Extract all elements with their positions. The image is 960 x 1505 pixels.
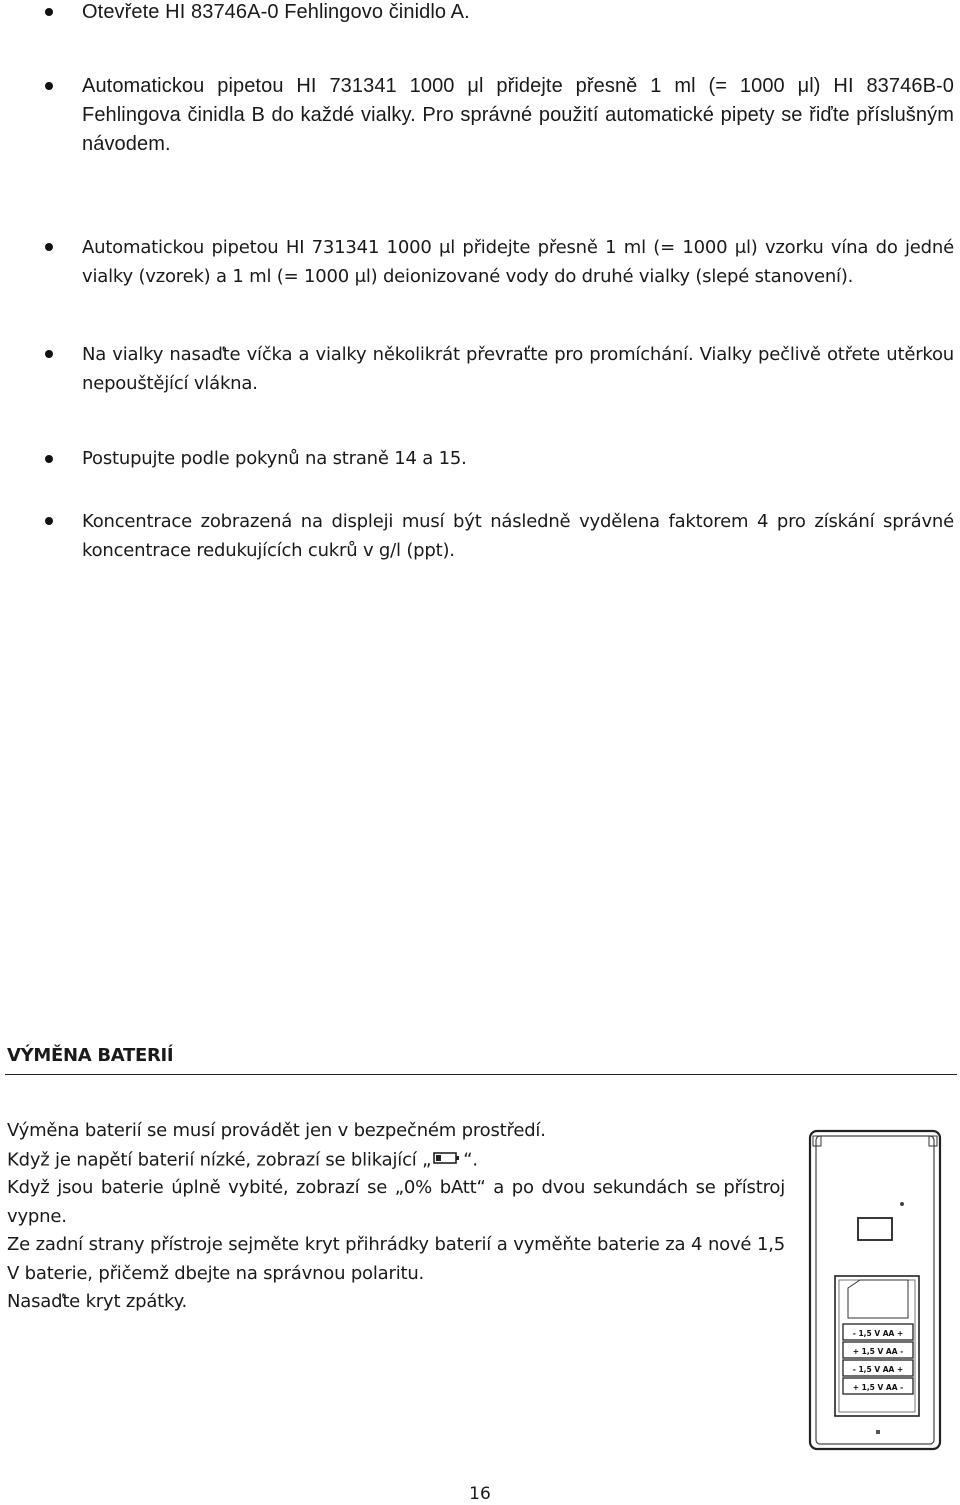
bullet-dot-icon xyxy=(45,82,53,90)
bullet-dot-icon xyxy=(45,517,53,525)
list-item-text: Na vialky nasaďte víčka a vialky několikrát převraťte pro promíchání. Vialky pečlivě otřete utěrkou nepouštějící vlákna. xyxy=(82,344,954,394)
device-back-illustration xyxy=(808,1128,958,1456)
battery-line-replace: Ze zadní strany přístroje sejměte kryt přihrádky baterií a vyměňte baterie za 4 nové 1,5 V baterie, přičemž dbejte na správnou polaritu. xyxy=(7,1234,785,1284)
list-item-text: Automatickou pipetou HI 731341 1000 μl přidejte přesně 1 ml (= 1000 μl) vzorku vína do jedné vialky (vzorek) a 1 ml (= 1000 μl) deionizované vody do druhé vialky (slepé stanovení). xyxy=(82,237,954,287)
battery-line-dead: Když jsou baterie úplně vybité, zobrazí se „0% bAtt“ a po dvou sekundách se přístroj vypne. xyxy=(7,1177,785,1227)
battery-line-cover: Nasaďte kryt zpátky. xyxy=(7,1291,187,1313)
bullet-dot-icon xyxy=(45,8,53,16)
page-number: 16 xyxy=(469,1484,491,1504)
section-divider xyxy=(5,1074,957,1075)
list-item-text: Automatickou pipetou HI 731341 1000 μl přidejte přesně 1 ml (= 1000 μl) HI 83746B-0 Fehlingova činidla B do každé vialky. Pro správné použití automatické pipety se řiďte příslušným návodem. xyxy=(82,75,954,155)
battery-line-low xyxy=(7,1146,785,1175)
section-title: VÝMĚNA BATERIÍ xyxy=(7,1045,174,1066)
battery-label: - 1,5 V AA + xyxy=(852,1329,904,1338)
bullet-dot-icon xyxy=(45,243,53,251)
bullet-dot-icon xyxy=(45,455,53,463)
battery-label: - 1,5 V AA + xyxy=(852,1365,904,1374)
battery-instructions xyxy=(7,1117,785,1317)
battery-line-low-end: “. xyxy=(463,1148,478,1170)
battery-label: + 1,5 V AA - xyxy=(852,1383,904,1392)
battery-line-safety: Výměna baterií se musí provádět jen v bezpečném prostředí. xyxy=(7,1120,546,1141)
low-battery-icon xyxy=(433,1146,461,1175)
battery-line-low-text: Když je napětí baterií nízké, zobrazí se blikající „ xyxy=(7,1148,432,1170)
list-item-text: Postupujte podle pokynů na straně 14 a 15. xyxy=(82,448,467,469)
list-item-text: Koncentrace zobrazená na displeji musí být následně vydělena faktorem 4 pro získání správné koncentrace redukujících cukrů v g/l (ppt). xyxy=(82,511,954,561)
bullet-dot-icon xyxy=(45,350,53,358)
battery-label: + 1,5 V AA - xyxy=(852,1347,904,1356)
list-item-text: Otevřete HI 83746A-0 Fehlingovo činidlo A. xyxy=(82,1,470,23)
